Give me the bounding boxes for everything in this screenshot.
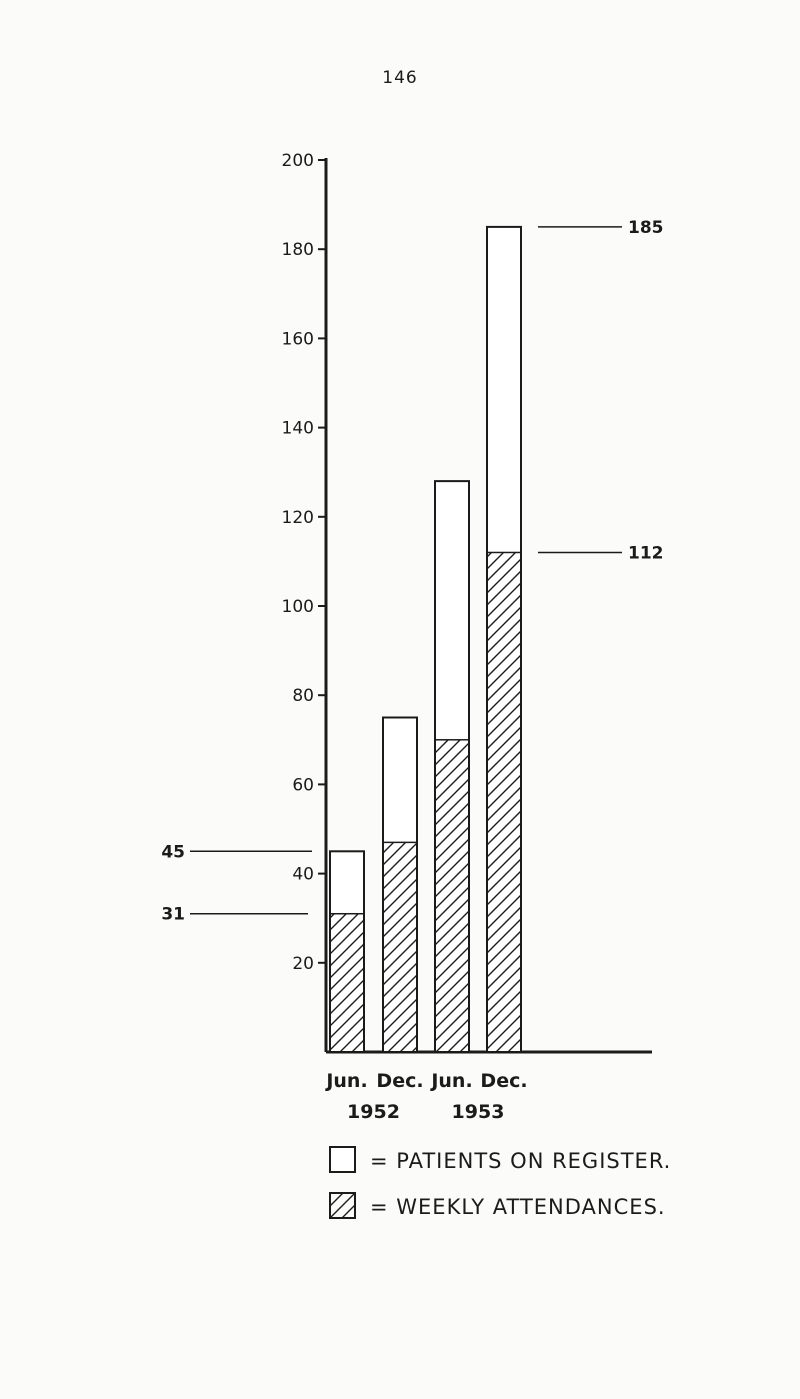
bar-weekly-attendances [487,552,521,1052]
x-category-label: Jun. [431,1070,473,1092]
legend-swatch-patients-on-register [330,1147,355,1172]
annotation-label: 112 [628,543,664,564]
annotation-label: 31 [161,904,185,925]
category-labels [324,1070,527,1123]
y-tick-label: 20 [292,953,314,974]
bar-weekly-attendances [435,740,469,1052]
y-tick-label: 120 [281,507,314,528]
x-year-label: 1952 [347,1101,400,1123]
legend [330,1147,671,1219]
page-number: 146 [382,68,418,88]
y-tick-label: 40 [292,864,314,885]
x-year-label: 1953 [451,1101,505,1123]
y-tick-label: 100 [281,597,314,617]
legend-label: = WEEKLY ATTENDANCES. [370,1195,666,1219]
bars [330,227,521,1052]
y-tick-label: 200 [281,151,314,171]
y-tick-label: 180 [281,240,314,261]
y-tick-label: 80 [292,686,314,707]
legend-swatch-weekly-attendances [330,1193,355,1218]
y-tick-label: 160 [281,329,314,350]
y-tick-label: 140 [281,418,314,439]
y-tick-label: 60 [292,775,314,796]
bar-weekly-attendances [330,914,364,1052]
x-category-label: Jun. [326,1070,368,1092]
x-category-label: Dec. [376,1070,424,1092]
x-category-label: Dec. [480,1070,528,1092]
annotation-label: 185 [628,217,664,238]
legend-label: = PATIENTS ON REGISTER. [370,1149,672,1173]
annotation-label: 45 [161,842,185,863]
bar-weekly-attendances [383,842,417,1052]
